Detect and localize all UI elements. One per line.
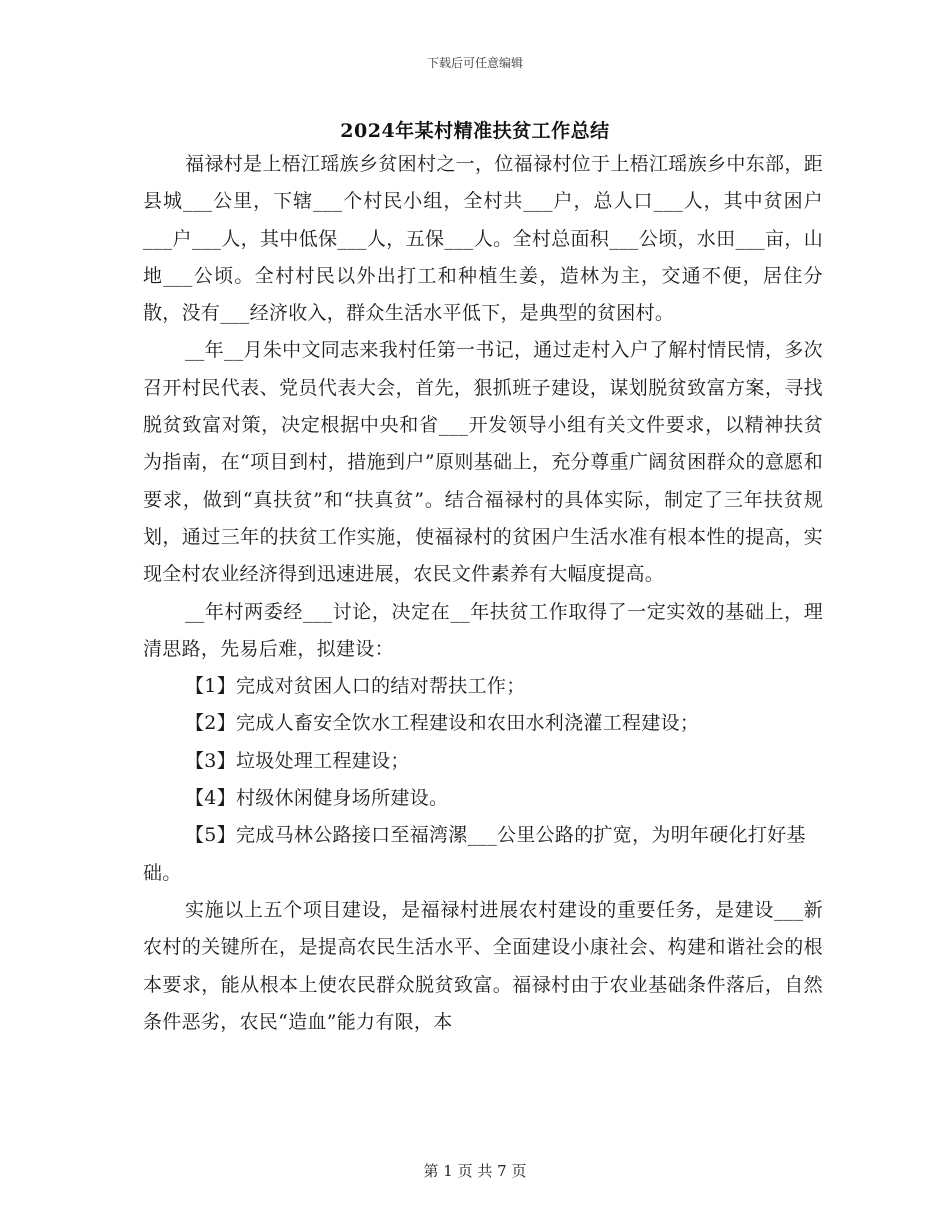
paragraph-closing: 实施以上五个项目建设，是福禄村进展农村建设的重要任务，是建设___新农村的关键所在，是提高农民生活水平、全面建设小康社会、构建和谐社会的根本要求，能从根本上使农民群众脱贫致富。福禄村由于农业基础条件落后，自然条件恶劣，农民“造血”能力有限，本 [143,898,823,1033]
list-item: 【2】完成人畜安全饮水工程建设和农田水利浇灌工程建设； [185,712,700,735]
list-item: 【3】垃圾处理工程建设； [185,749,410,772]
paragraph-plan-intro: __年村两委经___讨论，决定在__年扶贫工作取得了一定实效的基础上，理清思路，先易后难，拟建设： [143,600,823,660]
list-item: 【5】完成马林公路接口至福湾漯___公里公路的扩宽，为明年硬化打好基础。 [143,824,806,884]
paragraph-first-secretary: __年__月朱中文同志来我村任第一书记，通过走村入户了解村情民情，多次召开村民代表、党员代表大会，首先，狠抓班子建设，谋划脱贫致富方案，寻找脱贫致富对策，决定根据中央和省___开发领导小组有关文件要求，以精神扶贫为指南，在“项目到村，措施到户”原则基础上，充分尊重广阔贫困群众的意愿和要求，做到“真扶贫”和“扶真贫”。结合福禄村的具体实际，制定了三年扶贫规划，通过三年的扶贫工作实施，使福禄村的贫困户生活水准有根本性的提高，实现全村农业经济得到迅速进展，农民文件素养有大幅度提高。 [143,339,823,586]
list-item: 【4】村级休闲健身场所建设。 [185,787,449,810]
list-item: 【1】完成对贫困人口的结对帮扶工作； [185,675,526,698]
page-number: 第 1 页 共 7 页 [423,1162,527,1180]
paragraph-village-overview: 福禄村是上梧江瑶族乡贫困村之一，位福禄村位于上梧江瑶族乡中东部，距县城___公里，下辖___个村民小组，全村共___户，总人口___人，其中贫困户___户___人，其中低保___人，五保___人。全村总面积___公顷，水田___亩，山地___公顷。全村村民以外出打工和种植生姜，造林为主，交通不便，居住分散，没有___经济收入，群众生活水平低下，是典型的贫困村。 [143,153,823,325]
document-title: 2024年某村精准扶贫工作总结 [340,120,610,142]
header-note: 下载后可任意编辑 [426,56,523,70]
document-body [143,146,823,1041]
